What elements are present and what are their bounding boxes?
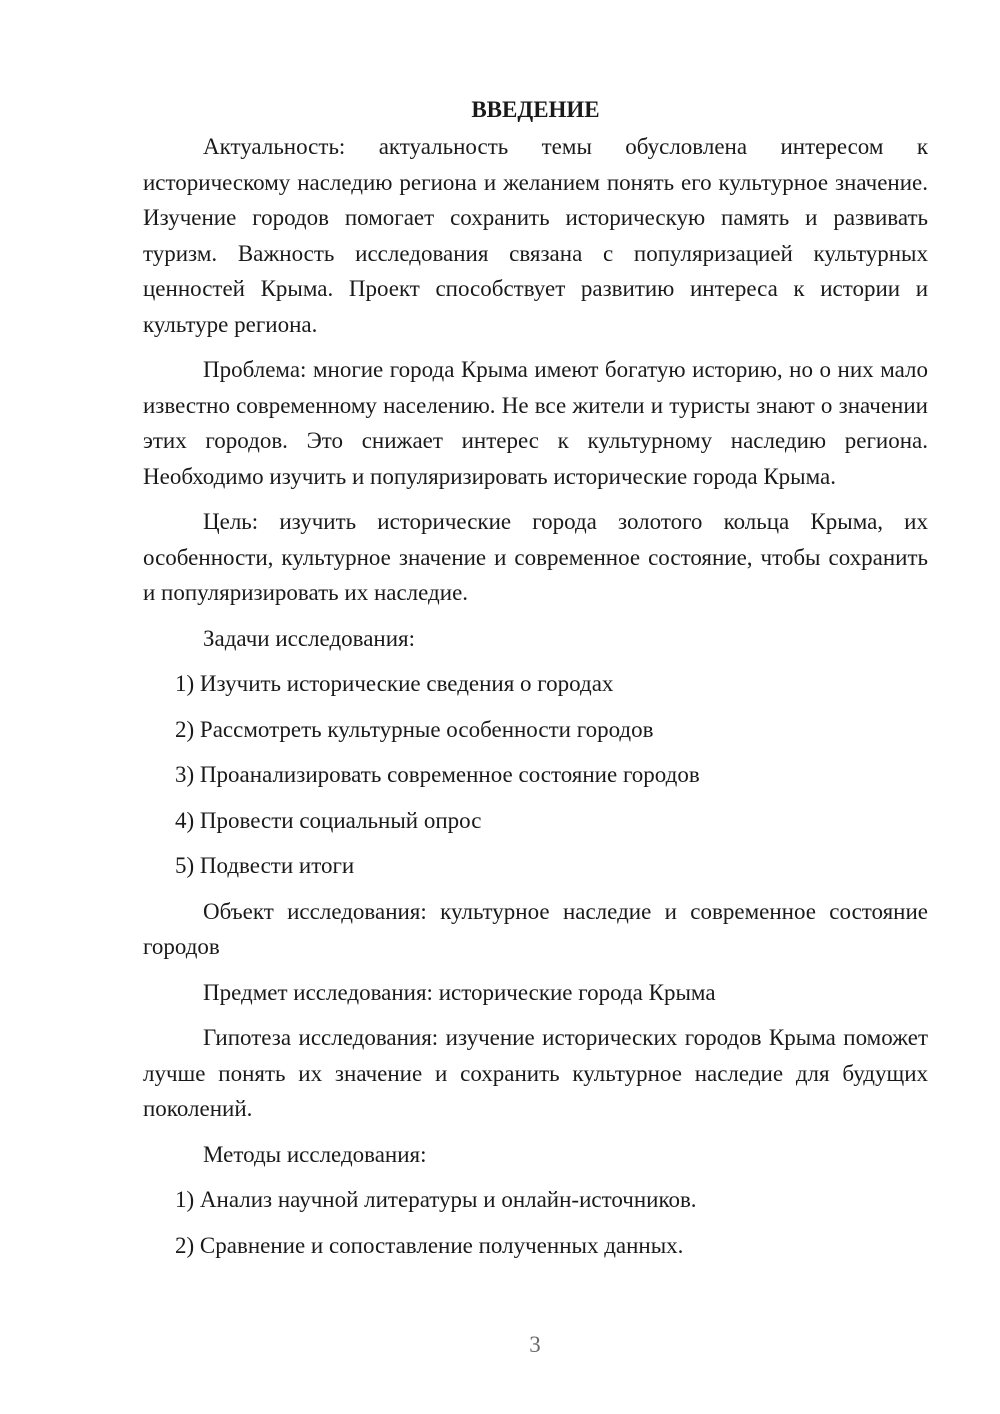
methods-heading: Методы исследования: [203,1141,427,1167]
tasks-list [143,666,928,884]
subject-paragraph: Предмет исследования: исторические города Крыма [203,979,716,1005]
tasks-heading: Задачи исследования: [203,625,416,651]
problem-paragraph: Проблема: многие города Крыма имеют богатую историю, но о них мало известно современному населению. Не все жители и туристы знают о значении этих городов. Это снижает интерес к культурному наследию региона. Необходимо изучить и популяризировать исторические города Крыма. [143,357,928,489]
relevance-paragraph: Актуальность: актуальность темы обусловлена интересом к историческому наследию региона и желанием понять его культурное значение. Изучение городов помогает сохранить историческую память и развивать туризм. Важность исследования связана с популяризацией культурных ценностей Крыма. Проект способствует развитию интереса к истории и культуре региона. [143,134,928,337]
list-item: 2) Сравнение и сопоставление полученных данных. [175,1232,684,1258]
document-page [143,92,928,1273]
list-item: 1) Изучить исторические сведения о городах [175,671,614,696]
object-paragraph: Объект исследования: культурное наследие и современное состояние городов [143,898,928,959]
goal-paragraph: Цель: изучить исторические города золотого кольца Крыма, их особенности, культурное значение и современное состояние, чтобы сохранить и популяризировать их наследие. [143,509,928,605]
list-item: 3) Проанализировать современное состояние городов [175,762,700,787]
list-item: 1) Анализ научной литературы и онлайн-источников. [175,1187,697,1212]
list-item: 4) Провести социальный опрос [175,807,482,833]
hypothesis-paragraph: Гипотеза исследования: изучение исторических городов Крыма поможет лучше понять их значение и сохранить культурное наследие для будущих поколений. [143,1025,928,1121]
methods-list [143,1182,928,1263]
list-item: 2) Рассмотреть культурные особенности городов [175,716,654,742]
page-number: 3 [529,1332,541,1357]
list-item: 5) Подвести итоги [175,853,355,878]
page-title: ВВЕДЕНИЕ [471,97,600,122]
